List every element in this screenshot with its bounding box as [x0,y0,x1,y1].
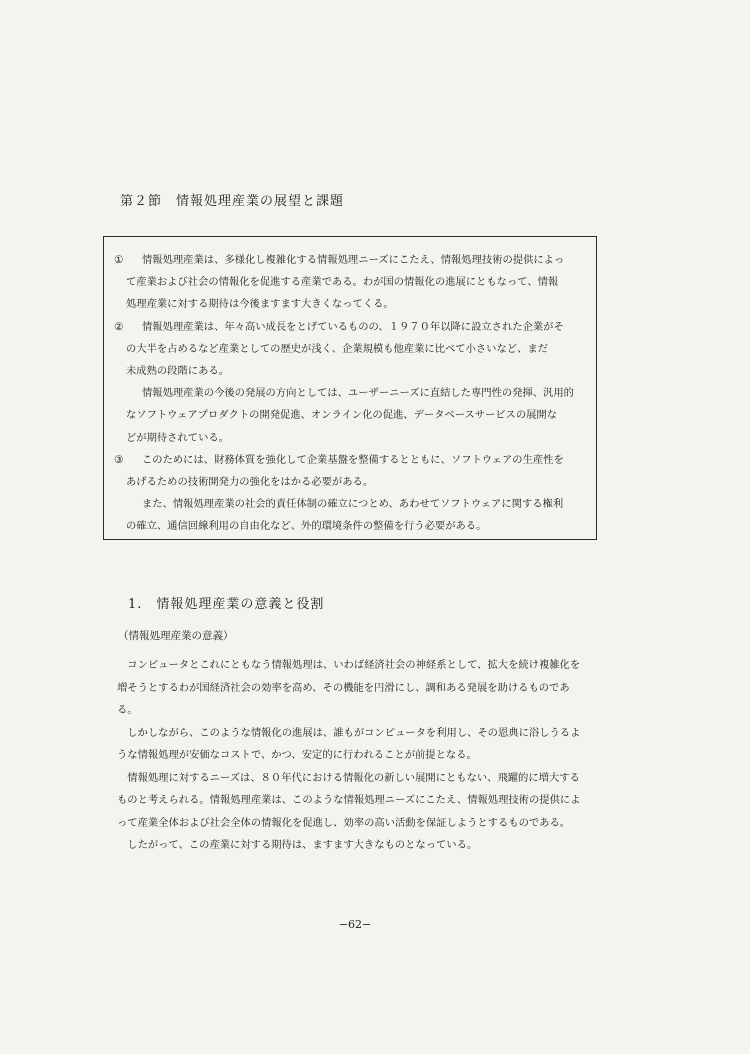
body-text [117,654,607,857]
body-line: うな情報処理が安価なコストで、かつ、安定的に行われることが前提となる。 [117,749,477,761]
summary-line-text: 未成熟の段階にある。 [126,364,229,377]
summary-box [103,236,597,540]
body-line: 情報処理に対するニーズは、８０年代における情報化の新しい展開にともない、飛躍的に増大する [117,771,580,784]
body-line: しかしながら、このような情報化の進展は、誰もがコンピュータを利用し、その恩典に浴しうるよ [117,726,581,739]
summary-line-text: 処理産業に対する期待は今後ますます大きくなってくる。 [126,298,394,311]
summary-line [114,271,584,293]
body-line: ものと考えられる。情報処理産業は、このような情報処理ニーズにこたえ、情報処理技術の提供によ [117,794,581,806]
page-number: −62− [338,918,372,931]
body-line: コンピュータとこれにともなう情報処理は、いわば経済社会の神経系として、拡大を続け複雑化を [117,659,581,671]
summary-line-text: このためには、財務体質を強化して企業基盤を整備するとともに、ソフトウェアの生産性を [142,453,564,466]
summary-line [114,515,584,537]
summary-line [114,360,584,382]
summary-line [114,404,584,426]
body-line: る。 [117,704,138,716]
summary-line [114,338,584,360]
section-title: 第２節 情報処理産業の展望と課題 [120,194,345,209]
summary-line [114,427,584,449]
paren-heading: （情報処理産業の意義） [118,630,234,642]
summary-line-text: 情報処理産業は、多様化し複雑化する情報処理ニーズにこたえ、情報処理技術の提供によっ [142,254,565,266]
summary-line [114,382,584,404]
summary-line [114,249,584,271]
summary-line [114,471,584,493]
summary-line-text: 情報処理産業の今後の発展の方向としては、ユーザーニーズに直結した専門性の発揮、汎用的 [142,387,574,400]
summary-line-text: の大半を占めるなど産業としての歴史が浅く、企業規模も他産業に比べて小さいなど、まだ [126,342,548,355]
item-number: ② [114,320,124,333]
body-line: 増そうとするわが国経済社会の効率を高め、その機能を円滑にし、調和ある発展を助けるものであ [117,681,570,694]
summary-line [114,493,584,515]
summary-line-text: の確立、通信回線利用の自由化など、外的環境条件の整備を行う必要がある。 [126,520,487,533]
body-line: したがって、この産業に対する期待は、ますます大きなものとなっている。 [117,839,478,851]
item-number: ③ [114,453,124,466]
summary-line [114,449,584,471]
summary-line-text: て産業および社会の情報化を促進する産業である。わが国の情報化の進展にともなって、情報 [126,276,559,289]
summary-line-text: 情報処理産業は、年々高い成長をとげているものの、１９７０年以降に設立された企業がそ [142,320,564,333]
summary-line-text: また、情報処理産業の社会的責任体制の確立につとめ、あわせてソフトウェアに関する権利 [142,498,564,511]
body-line: って産業全体および社会全体の情報化を促進し、効率の高い活動を保証しようとするものである。 [117,816,571,829]
summary-line-text: あげるための技術開発力の強化をはかる必要がある。 [126,475,374,488]
summary-line [114,293,584,315]
item-number: ① [114,254,124,266]
subsection-title: 1. 情報処理産業の意義と役割 [128,597,325,612]
summary-line-text: どが期待されている。 [126,431,229,444]
summary-line-text: なソフトウェアプロダクトの開発促進、オンライン化の促進、データベースサービスの展開な [126,409,558,422]
summary-line [114,316,584,338]
